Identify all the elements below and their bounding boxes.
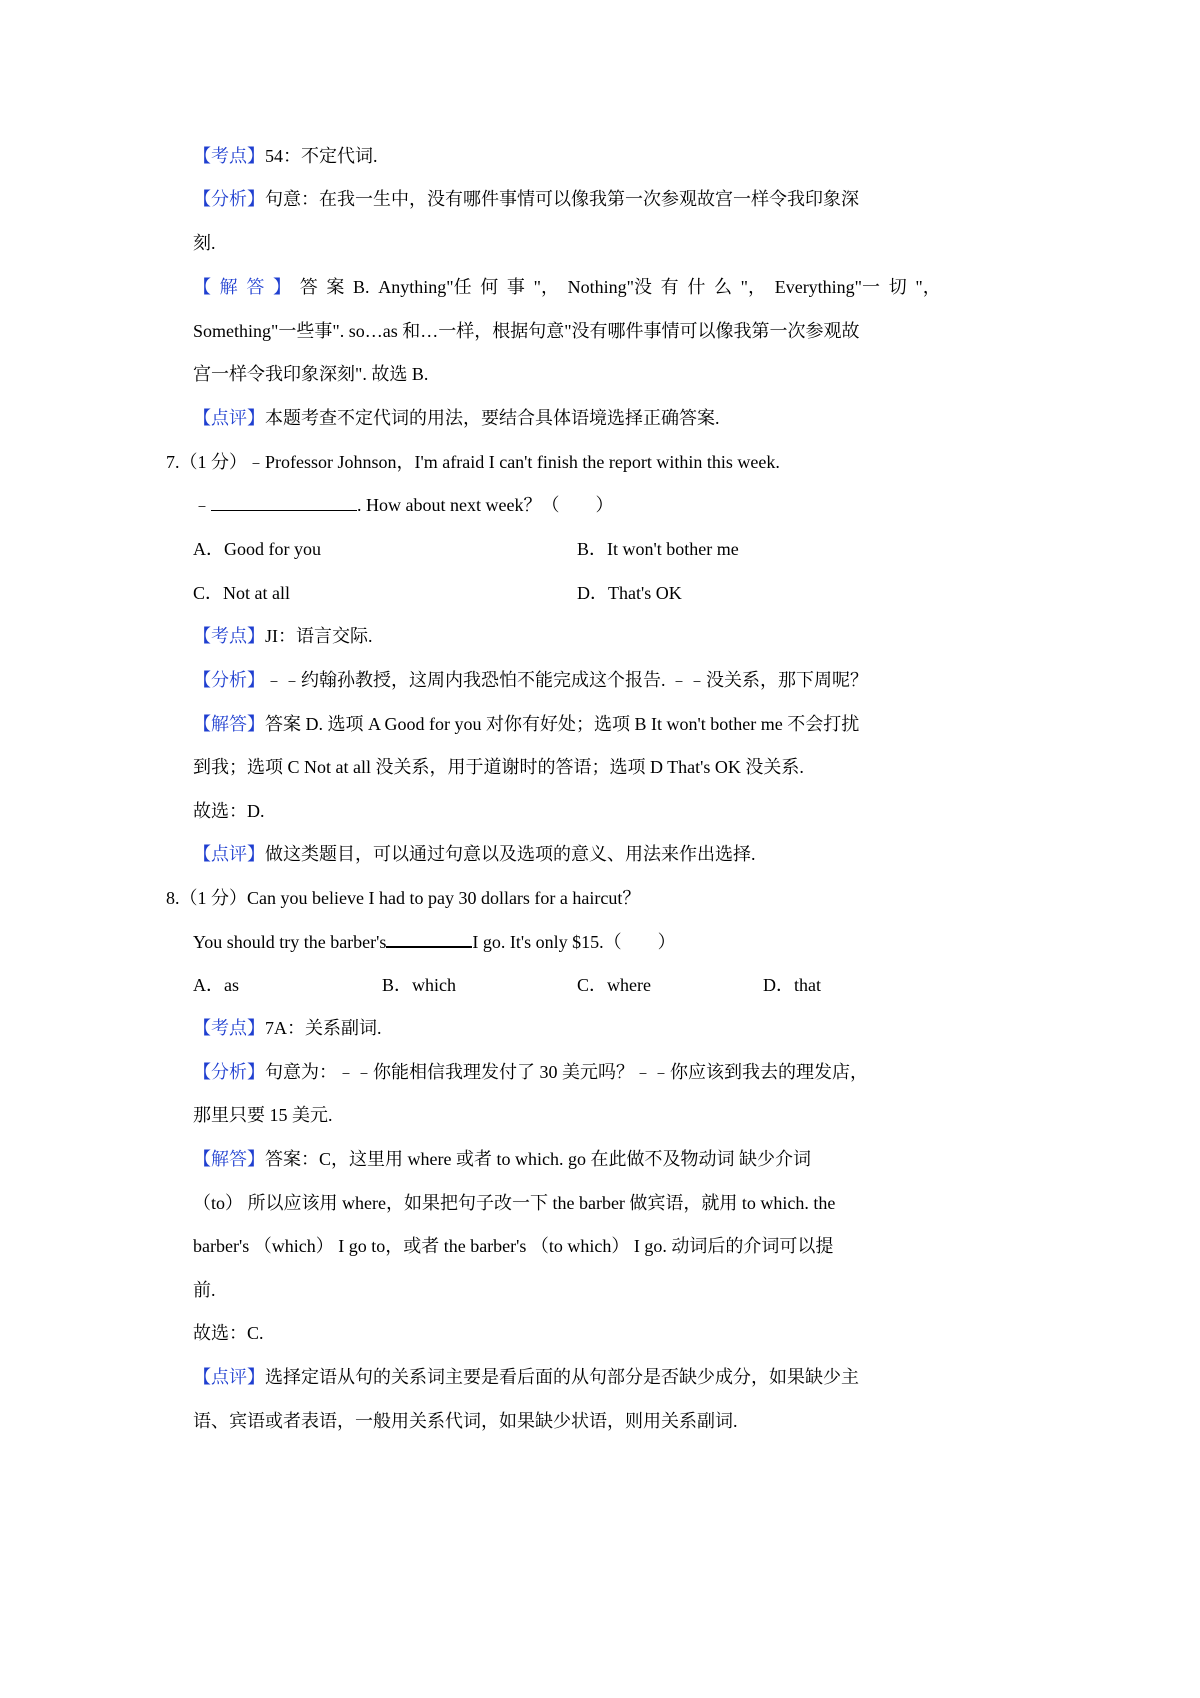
q8-kaodian-text: 7A：关系副词. [265,1018,382,1038]
dianping-tag: 【点评】 [193,408,265,428]
q7-answer-blank [211,494,357,511]
q6-jieda-word: "， [915,277,941,297]
q6-jieda-word: 什 [687,277,706,297]
dianping-tag: 【点评】 [193,844,265,864]
jieda-tag-char: 】 [273,277,292,297]
q6-fenxi-text-1: 句意：在我一生中，没有哪件事情可以像我第一次参观故宫一样令我印象深 [265,189,859,209]
q7-fenxi-line [193,669,868,691]
q8-option-b: B．which [382,975,456,995]
q7-option-a: A．Good for you [193,539,321,559]
q8-guxuan: 故选：C. [193,1323,264,1343]
q6-fenxi-line-1 [193,188,859,210]
q8-fenxi-line-1 [193,1061,868,1083]
q6-fenxi-line-2: 刻. [193,233,216,253]
q8-dianping-line-2: 语、宾语或者表语，一般用关系代词，如果缺少状语，则用关系副词. [193,1411,738,1431]
q8-dianping-line-1 [193,1366,859,1388]
q7-option-b: B．It won't bother me [577,539,739,559]
dianping-tag: 【点评】 [193,1367,265,1387]
q6-jieda-word: "， [533,277,559,297]
kaodian-tag: 【考点】 [193,626,265,646]
q8-stem: 8.（1 分）Can you believe I had to pay 30 dollars for a haircut？ [166,888,641,908]
q8-jieda-line-2: （to） 所以应该用 where，如果把句子改一下 the barber 做宾语，就用 to which. the [193,1193,836,1213]
kaodian-tag: 【考点】 [193,146,265,166]
q6-jieda-word: Nothing"没 [567,277,652,297]
jieda-tag-char: 【 [193,277,211,297]
q7-kaodian-line [193,625,373,647]
jieda-tag: 【解答】 [193,1149,265,1169]
q8-reply-suffix: I go. It's only $15.（ ） [472,932,676,952]
q6-dianping-text: 本题考查不定代词的用法，要结合具体语境选择正确答案. [265,408,720,428]
q7-reply-suffix: . How about next week？（ ） [357,495,614,515]
q8-option-d: D．that [763,975,821,995]
q7-jieda-line-1 [193,713,859,735]
q7-reply-prefix: ﹣ [193,495,211,515]
q6-jieda-word: 么 [714,277,732,297]
q6-jieda-word: 何 [480,277,499,297]
q6-kaodian-text: 54：不定代词. [265,146,378,166]
q8-dianping-text-1: 选择定语从句的关系词主要是看后面的从句部分是否缺少成分，如果缺少主 [265,1367,859,1387]
fenxi-tag: 【分析】 [193,189,265,209]
q8-jieda-line-4: 前. [193,1280,216,1300]
jieda-tag-char: 解 [219,277,238,297]
q7-option-c: C．Not at all [193,583,290,603]
fenxi-tag: 【分析】 [193,670,265,690]
q8-jieda-line-1 [193,1148,811,1170]
q6-jieda-word: Everything"一 [774,277,881,297]
q7-guxuan: 故选：D. [193,801,265,821]
q8-fenxi-line-2: 那里只要 15 美元. [193,1105,333,1125]
jieda-tag: 【解答】 [193,714,265,734]
q8-answer-blank [386,930,472,948]
q6-jieda-word: 事 [506,277,525,297]
q8-reply-line [193,930,676,953]
q6-jieda-word: 有 [660,277,679,297]
q7-jieda-line-2: 到我；选项 C Not at all 没关系，用于道谢时的答语；选项 D That's OK 没关系. [193,757,804,777]
q6-jieda-word: 答 [299,277,318,297]
q6-jieda-word: Anything"任 [378,277,472,297]
q8-jieda-line-3: barber's （which） I go to，或者 the barber's （to which） I go. 动词后的介词可以提 [193,1236,834,1256]
q6-jieda-word: "， [740,277,767,297]
q7-dianping-line [193,843,756,865]
q7-stem: 7.（1 分）﹣Professor Johnson，I'm afraid I can't finish the report within this week. [166,452,780,472]
jieda-tag-char: 答 [246,277,265,297]
q6-jieda-line-2: Something"一些事". so…as 和…一样，根据句意"没有哪件事情可以像我第一次参观故 [193,321,860,341]
q7-kaodian-text: JI：语言交际. [265,626,373,646]
q6-jieda-line-1 [193,276,941,298]
q6-jieda-line-3: 宫一样令我印象深刻". 故选 B. [193,364,429,384]
q7-dianping-text: 做这类题目，可以通过句意以及选项的意义、用法来作出选择. [265,844,756,864]
kaodian-tag: 【考点】 [193,1018,265,1038]
q6-jieda-word: B. [353,277,370,297]
q7-jieda-text-1: 答案 D. 选项 A Good for you 对你有好处；选项 B It won't bother me 不会打扰 [265,714,860,734]
q8-kaodian-line [193,1017,382,1039]
q8-option-a: A．as [193,975,239,995]
q6-jieda-word: 切 [888,277,907,297]
q8-fenxi-text-1: 句意为：﹣﹣你能相信我理发付了 30 美元吗？﹣﹣你应该到我去的理发店， [265,1062,868,1082]
q8-option-c: C．where [577,975,651,995]
q7-fenxi-text: ﹣﹣约翰孙教授，这周内我恐怕不能完成这个报告. ﹣﹣没关系，那下周呢？ [265,670,868,690]
fenxi-tag: 【分析】 [193,1062,265,1082]
q6-jieda-word: 案 [326,277,345,297]
q7-option-d: D．That's OK [577,583,682,603]
q6-kaodian-line [193,145,378,167]
q8-reply-prefix: You should try the barber's [193,932,387,952]
q8-jieda-text-1: 答案：C，这里用 where 或者 to which. go 在此做不及物动词 缺少介词 [265,1149,811,1169]
q6-dianping-line [193,407,720,429]
q7-reply-line [193,494,613,516]
